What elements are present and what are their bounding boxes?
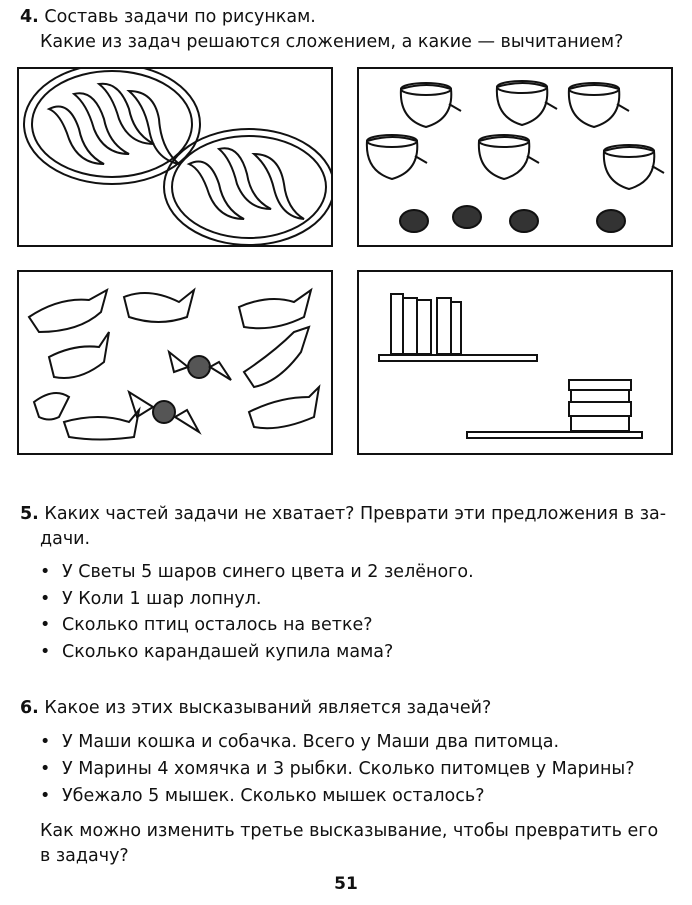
list-item: • Сколько карандашей купила мама? <box>40 642 394 662</box>
task5-line1: Каких частей задачи не хватает? Преврати эти предложения в за- <box>44 504 667 524</box>
list-item: • У Марины 4 хомячка и 3 рыбки. Сколько питомцев у Марины? <box>40 759 635 779</box>
shelf-icon <box>379 355 642 438</box>
book-icon <box>391 294 461 354</box>
banana-icon <box>189 148 304 219</box>
picture-cups <box>357 67 673 247</box>
task5-number: 5. <box>20 504 39 524</box>
page-number: 51 <box>334 874 358 894</box>
cup-icon <box>479 135 539 179</box>
task6-question-line2: в задачу? <box>40 846 129 866</box>
cup-icon <box>569 83 629 127</box>
list-item: • Сколько птиц осталось на ветке? <box>40 615 373 635</box>
task5-title <box>20 503 666 525</box>
bullet: • <box>40 642 51 662</box>
bullet: • <box>40 759 51 779</box>
list-item: • У Светы 5 шаров синего цвета и 2 зелёного. <box>40 562 474 582</box>
task6-title <box>20 697 491 719</box>
bullet: • <box>40 732 51 752</box>
task6-question-line1: Как можно изменить третье высказывание, чтобы превратить его <box>40 821 659 841</box>
task5-line2: дачи. <box>40 529 91 549</box>
picture-candies <box>17 270 333 455</box>
bullet: • <box>40 589 51 609</box>
picture-books <box>357 270 673 455</box>
task6-number: 6. <box>20 698 39 718</box>
banana-icon <box>49 84 179 164</box>
cup-icon <box>401 83 461 127</box>
task4-title <box>20 6 316 28</box>
cup-icon <box>367 135 427 179</box>
book-icon <box>569 380 631 431</box>
saucer-icon <box>400 206 625 232</box>
task4-line2: Какие из задач решаются сложением, а какие — вычитанием? <box>40 32 624 52</box>
bullet: • <box>40 562 51 582</box>
list-item: • Убежало 5 мышек. Сколько мышек осталось? <box>40 786 485 806</box>
list-item: • У Маши кошка и собачка. Всего у Маши два питомца. <box>40 732 560 752</box>
bullet: • <box>40 615 51 635</box>
bullet: • <box>40 786 51 806</box>
cup-icon <box>604 145 664 189</box>
wrapped-candy-icon <box>129 352 231 432</box>
list-item: • У Коли 1 шар лопнул. <box>40 589 262 609</box>
task6-line1: Какое из этих высказываний является задачей? <box>44 698 492 718</box>
plate-right-icon <box>164 129 333 245</box>
cup-icon <box>497 81 557 125</box>
task4-line1: Составь задачи по рисункам. <box>44 7 316 27</box>
picture-bananas <box>17 67 333 247</box>
task4-number: 4. <box>20 7 39 27</box>
